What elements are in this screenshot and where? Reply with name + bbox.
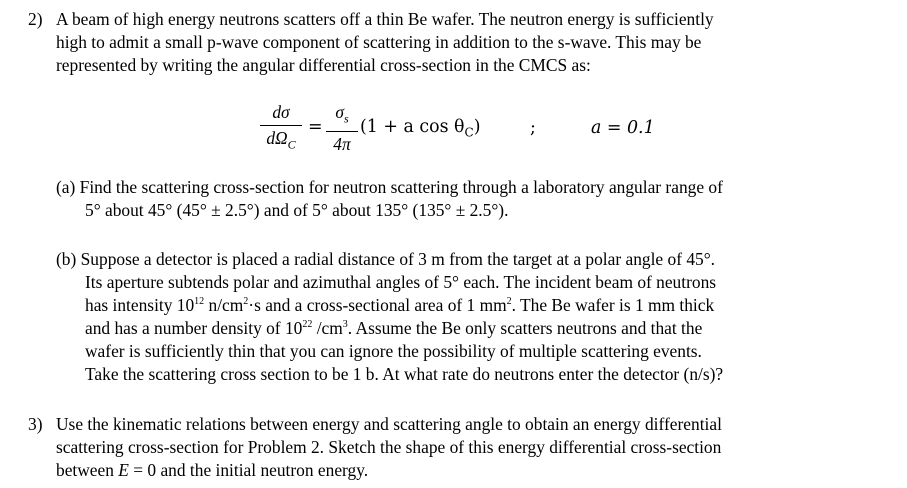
part-b-line-2: Its aperture subtends polar and azimuthal angles of 5° each. The incident beam of neutrons — [85, 272, 717, 292]
energy-variable: E — [118, 460, 129, 480]
problem-3-line-2: scattering cross-section for Problem 2. Sketch the shape of this energy differential cross-section — [56, 437, 722, 457]
problem-2-number: 2) — [28, 9, 43, 29]
equation-separator: ; — [530, 118, 536, 138]
part-b-line-4: and has a number density of $10^{22}$ $/cm^3$. Assume the Be only scatters neutrons and that the — [85, 318, 703, 338]
problem-2-line-2: high to admit a small p-wave component of scattering in addition to the s-wave. This may be — [56, 32, 702, 52]
lhs-denominator: $d\Omega_C$ — [266, 127, 296, 152]
rhs-numerator: $\sigma_s$ — [335, 102, 349, 126]
rhs-fraction — [326, 102, 358, 156]
part-b-line-6: Take the scattering cross section to be 1 b. At what rate do neutrons enter the detector (n/s)? — [85, 364, 724, 384]
lhs-numerator: dσ — [272, 102, 290, 122]
rhs-denominator: 4π — [333, 134, 351, 155]
lhs-fraction-bar — [260, 125, 302, 126]
equation-parameter: a = 0.1 — [591, 118, 655, 138]
problem-2-line-1: A beam of high energy neutrons scatters off a thin Be wafer. The neutron energy is sufficiently — [56, 9, 714, 29]
equation-tail: (1 + a $\cos \theta_C$) — [360, 117, 481, 140]
rhs-numerator-subscript: s — [343, 111, 349, 126]
equals-sign: = — [308, 117, 323, 137]
lhs-fraction — [260, 102, 302, 156]
problem-2-line-3: represented by writing the angular differential cross-section in the CMCS as: — [56, 55, 591, 75]
problem-3-line-1: Use the kinematic relations between energy and scattering angle to obtain an energy differential — [56, 414, 722, 434]
theta-subscript: C — [464, 125, 474, 140]
lhs-denominator-subscript: C — [287, 137, 296, 152]
problem-3-number: 3) — [28, 414, 43, 434]
problem-3-line-3: between E = 0 and the initial neutron energy. — [56, 460, 369, 480]
rhs-fraction-bar — [326, 131, 358, 132]
part-b-line-3: has intensity $10^{12}$ $n/cm^2\cdot s$ and a cross-sectional area of 1 $mm^2$. The Be wafer is 1 mm thick — [85, 295, 715, 315]
part-a-line-1: (a) Find the scattering cross-section for neutron scattering through a laboratory angular range of — [56, 177, 723, 197]
part-b-line-5: wafer is sufficiently thin that you can ignore the possibility of multiple scattering events. — [85, 341, 702, 361]
part-b-line-1: (b) Suppose a detector is placed a radial distance of 3 m from the target at a polar angle of 45°. — [56, 249, 716, 269]
part-a-line-2: 5° about 45° (45° ± 2.5°) and of 5° about 135° (135° ± 2.5°). — [85, 200, 509, 220]
